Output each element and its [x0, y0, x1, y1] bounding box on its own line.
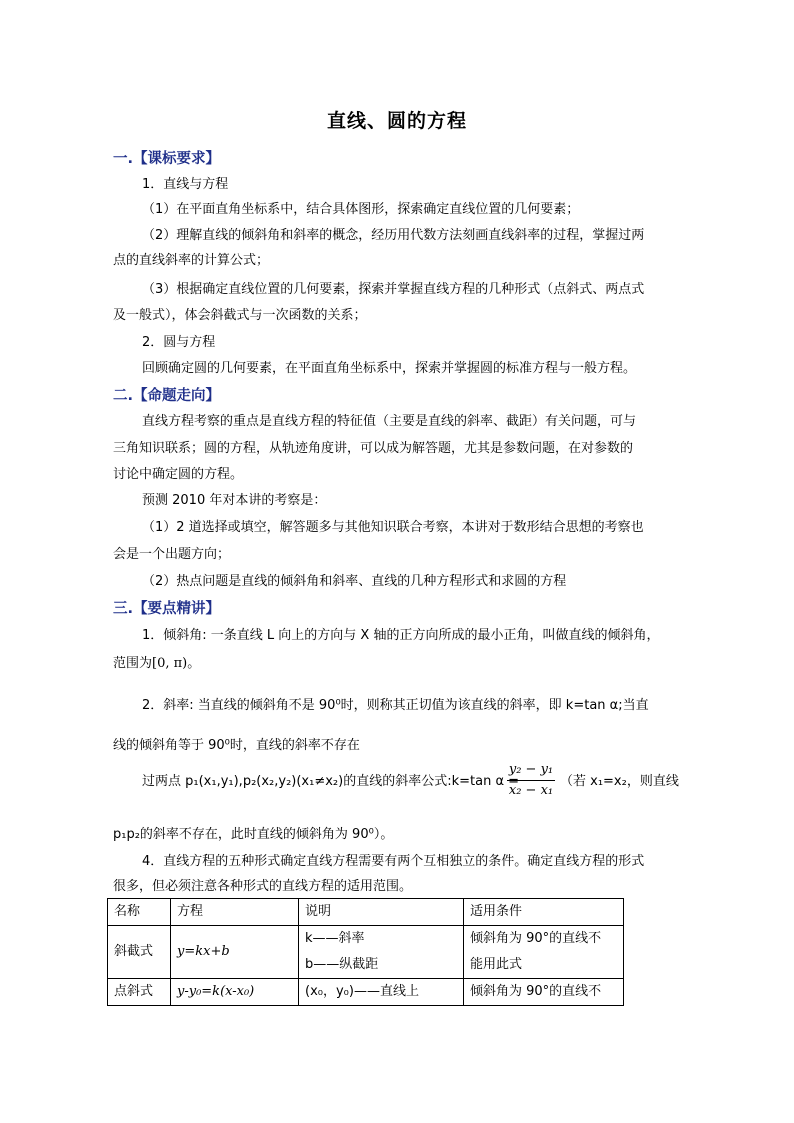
page-title: 直线、圆的方程 [326, 110, 467, 132]
slope-formula-text: 过两点 p₁(x₁,y₁),p₂(x₂,y₂)(x₁≠x₂)的直线的斜率公式:k=tan α = [142, 774, 520, 789]
section-heading-trend: 二.【命题走向】 [113, 388, 221, 404]
paragraph [113, 655, 200, 673]
section-heading-standards: 一.【课标要求】 [113, 151, 221, 167]
range-formula: [0, π) [152, 656, 188, 671]
paragraph: 点的直线斜率的计算公式； [113, 253, 270, 268]
fraction-numerator: y₂ − y₁ [508, 762, 554, 777]
paragraph: p₁p₂的斜率不存在，此时直线的倾斜角为 90⁰）。 [113, 827, 394, 842]
table-cell [464, 926, 624, 979]
paragraph: 很多，但必须注意各种形式的直线方程的适用范围。 [113, 879, 413, 894]
cell-line: 能用此式 [470, 957, 523, 972]
line-equation-forms-table [107, 898, 624, 1006]
text: 范围为 [113, 656, 153, 671]
table-cell: (x₀，y₀)——直线上 [299, 979, 464, 1006]
paragraph: 及一般式），体会斜截式与一次函数的关系； [113, 308, 367, 323]
table-header: 名称 [108, 899, 171, 926]
table-header: 说明 [299, 899, 464, 926]
paragraph: （1）在平面直角坐标系中，结合具体图形，探索确定直线位置的几何要素； [142, 202, 580, 217]
paragraph: 1．直线与方程 [142, 177, 229, 192]
table-header-row [108, 899, 624, 926]
paragraph: 4．直线方程的五种形式确定直线方程需要有两个互相独立的条件。确定直线方程的形式 [142, 854, 645, 869]
paragraph: 2．圆与方程 [142, 335, 216, 350]
table-row [108, 979, 624, 1006]
paragraph: （2）理解直线的倾斜角和斜率的概念，经历用代数方法刻画直线斜率的过程，掌握过两 [142, 228, 645, 243]
section-heading-key-points: 三.【要点精讲】 [113, 601, 221, 617]
cell-line: k——斜率 [305, 931, 365, 946]
paragraph: 讨论中确定圆的方程。 [113, 467, 244, 482]
table-cell: 点斜式 [108, 979, 171, 1006]
slope-fraction [507, 762, 555, 799]
paragraph: 回顾确定圆的几何要素，在平面直角坐标系中，探索并掌握圆的标准方程与一般方程。 [142, 361, 637, 376]
paragraph: 三角知识联系；圆的方程，从轨迹角度讲，可以成为解答题，尤其是参数问题，在对参数的 [113, 441, 634, 456]
paragraph: 会是一个出题方向； [113, 547, 231, 562]
table-header: 适用条件 [464, 899, 624, 926]
table-cell: 倾斜角为 90°的直线不 [464, 979, 624, 1006]
paragraph: 2．斜率: 当直线的倾斜角不是 90⁰时，则称其正切值为该直线的斜率，即 k=tan α;当直 [142, 698, 649, 713]
table-cell: y-y₀=k(x-x₀) [171, 979, 299, 1006]
table-header: 方程 [171, 899, 299, 926]
paragraph: 直线方程考察的重点是直线方程的特征值（主要是直线的斜率、截距）有关问题，可与 [142, 414, 637, 429]
paragraph: （3）根据确定直线位置的几何要素，探索并掌握直线方程的几种形式（点斜式、两点式 [142, 282, 645, 297]
paragraph: （2）热点问题是直线的倾斜角和斜率、直线的几种方程形式和求圆的方程 [142, 574, 567, 589]
cell-line: 倾斜角为 90°的直线不 [470, 931, 602, 946]
table-row [108, 926, 624, 979]
paragraph: 线的倾斜角等于 90⁰时，直线的斜率不存在 [113, 738, 360, 753]
table-cell: y=kx+b [171, 926, 299, 979]
paragraph: 预测 2010 年对本讲的考察是： [142, 493, 327, 508]
fraction-denominator: x₂ − x₁ [508, 783, 554, 798]
table-cell: 斜截式 [108, 926, 171, 979]
cell-line: b——纵截距 [305, 957, 379, 972]
table-cell [299, 926, 464, 979]
fraction-bar [507, 780, 555, 781]
text: 。 [187, 656, 201, 671]
paragraph: （若 x₁=x₂，则直线 [560, 774, 679, 789]
paragraph: 1．倾斜角: 一条直线 L 向上的方向与 X 轴的正方向所成的最小正角，叫做直线的倾斜角， [142, 628, 660, 643]
paragraph: （1）2 道选择或填空，解答题多与其他知识联合考察，本讲对于数形结合思想的考察也 [142, 520, 644, 535]
